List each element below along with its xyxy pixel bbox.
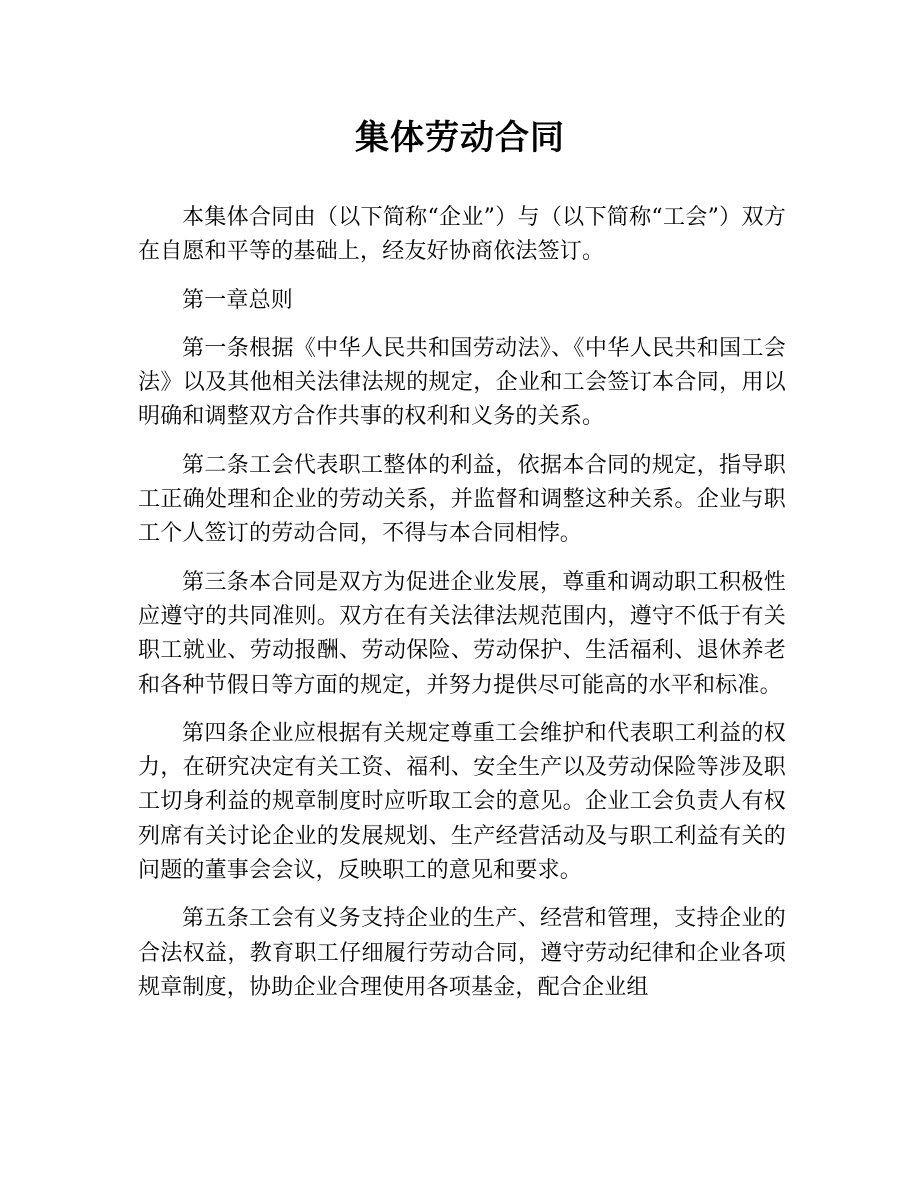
document-title: 集体劳动合同 bbox=[355, 118, 565, 158]
article-4: 第四条企业应根据有关规定尊重工会维护和代表职工利益的权力，在研究决定有关工资、福利、安全生产以及劳动保险等涉及职工切身利益的规章制度时应听取工会的意见。企业工会负责人有权列席有关讨论企业的发展规划、生产经营活动及与职工利益有关的问题的董事会会议，反映职工的意见和要求。 bbox=[138, 720, 786, 884]
article-2: 第二条工会代表职工整体的利益，依据本合同的规定，指导职工正确处理和企业的劳动关系，并监督和调整这种关系。企业与职工个人签订的劳动合同，不得与本合同相悖。 bbox=[138, 452, 786, 547]
article-3: 第三条本合同是双方为促进企业发展，尊重和调动职工积极性应遵守的共同准则。双方在有关法律法规范围内，遵守不低于有关职工就业、劳动报酬、劳动保险、劳动保护、生活福利、退休养老和各种节假日等方面的规定，并努力提供尽可能高的水平和标准。 bbox=[138, 569, 786, 698]
article-1: 第一条根据《中华人民共和国劳动法》、《中华人民共和国工会法》以及其他相关法律法规的规定，企业和工会签订本合同，用以明确和调整双方合作共事的权利和义务的关系。 bbox=[138, 335, 786, 430]
chapter-heading: 第一章总则 bbox=[182, 287, 294, 313]
paragraph-preamble: 本集体合同由（以下简称“企业”）与（以下简称“工会”）双方在自愿和平等的基础上，经友好协商依法签订。 bbox=[138, 205, 786, 265]
article-5: 第五条工会有义务支持企业的生产、经营和管理，支持企业的合法权益，教育职工仔细履行劳动合同，遵守劳动纪律和企业各项规章制度，协助企业合理使用各项基金，配合企业组 bbox=[138, 906, 786, 1000]
document-body bbox=[138, 201, 786, 1019]
